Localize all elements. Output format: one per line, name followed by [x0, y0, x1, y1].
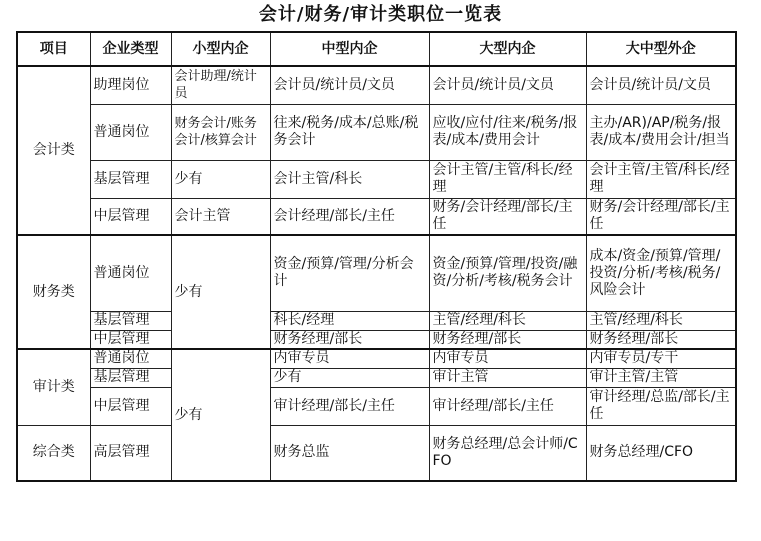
foreign-cell: 财务/会计经理/部长/主任	[586, 198, 736, 235]
table-row	[17, 104, 736, 160]
header-large-domestic: 大型内企	[429, 32, 586, 66]
medium-cell: 科长/经理	[270, 311, 429, 330]
category-audit: 审计类	[17, 349, 90, 425]
large-cell: 内审专员	[429, 349, 586, 368]
medium-cell: 少有	[270, 368, 429, 387]
large-cell: 主管/经理/科长	[429, 311, 586, 330]
foreign-cell: 财务经理/部长	[586, 330, 736, 349]
level-cell: 基层管理	[90, 160, 171, 198]
small-cell: 会计助理/统计员	[171, 66, 270, 104]
small-cell: 少有	[171, 235, 270, 349]
foreign-cell: 会计主管/主管/科长/经理	[586, 160, 736, 198]
header-row	[17, 32, 736, 66]
table-row	[17, 235, 736, 311]
table-row	[17, 368, 736, 387]
small-cell: 少有	[171, 160, 270, 198]
large-cell: 资金/预算/管理/投资/融资/分析/考核/税务会计	[429, 235, 586, 311]
level-cell: 普通岗位	[90, 104, 171, 160]
document-title: 会计/财务/审计类职位一览表	[258, 4, 503, 25]
positions-table	[16, 31, 737, 482]
foreign-cell: 成本/资金/预算/管理/投资/分析/考核/税务/风险会计	[586, 235, 736, 311]
medium-cell: 往来/税务/成本/总账/税务会计	[270, 104, 429, 160]
large-cell: 会计员/统计员/文员	[429, 66, 586, 104]
large-cell: 财务总经理/总会计师/CFO	[429, 425, 586, 481]
table-row	[17, 198, 736, 235]
medium-cell: 会计主管/科长	[270, 160, 429, 198]
medium-cell: 会计员/统计员/文员	[270, 66, 429, 104]
header-small-domestic: 小型内企	[171, 32, 270, 66]
large-cell: 财务/会计经理/部长/主任	[429, 198, 586, 235]
level-cell: 高层管理	[90, 425, 171, 481]
table-row	[17, 66, 736, 104]
table-row	[17, 311, 736, 330]
foreign-cell: 财务总经理/CFO	[586, 425, 736, 481]
foreign-cell: 内审专员/专干	[586, 349, 736, 368]
level-cell: 基层管理	[90, 368, 171, 387]
foreign-cell: 主管/经理/科长	[586, 311, 736, 330]
table-row	[17, 425, 736, 481]
foreign-cell: 主办/AR)/AP/税务/报表/成本/费用会计/担当	[586, 104, 736, 160]
large-cell: 会计主管/主管/科长/经理	[429, 160, 586, 198]
medium-cell: 财务经理/部长	[270, 330, 429, 349]
foreign-cell: 审计经理/总监/部长/主任	[586, 387, 736, 425]
category-finance: 财务类	[17, 235, 90, 349]
small-cell: 少有	[171, 349, 270, 481]
large-cell: 审计主管	[429, 368, 586, 387]
header-item: 项目	[17, 32, 90, 66]
level-cell: 普通岗位	[90, 349, 171, 368]
medium-cell: 会计经理/部长/主任	[270, 198, 429, 235]
header-medium-domestic: 中型内企	[270, 32, 429, 66]
medium-cell: 财务总监	[270, 425, 429, 481]
small-cell: 财务会计/账务会计/核算会计	[171, 104, 270, 160]
table-row	[17, 387, 736, 425]
large-cell: 审计经理/部长/主任	[429, 387, 586, 425]
foreign-cell: 审计主管/主管	[586, 368, 736, 387]
level-cell: 中层管理	[90, 387, 171, 425]
medium-cell: 资金/预算/管理/分析会计	[270, 235, 429, 311]
header-company-type: 企业类型	[90, 32, 171, 66]
category-accounting: 会计类	[17, 66, 90, 235]
medium-cell: 内审专员	[270, 349, 429, 368]
foreign-cell: 会计员/统计员/文员	[586, 66, 736, 104]
medium-cell: 审计经理/部长/主任	[270, 387, 429, 425]
large-cell: 财务经理/部长	[429, 330, 586, 349]
small-cell: 会计主管	[171, 198, 270, 235]
level-cell: 中层管理	[90, 330, 171, 349]
level-cell: 中层管理	[90, 198, 171, 235]
table-row	[17, 330, 736, 349]
level-cell: 基层管理	[90, 311, 171, 330]
table-row	[17, 349, 736, 368]
table-row	[17, 160, 736, 198]
category-general: 综合类	[17, 425, 90, 481]
level-cell: 普通岗位	[90, 235, 171, 311]
level-cell: 助理岗位	[90, 66, 171, 104]
header-foreign: 大中型外企	[586, 32, 736, 66]
large-cell: 应收/应付/往来/税务/报表/成本/费用会计	[429, 104, 586, 160]
